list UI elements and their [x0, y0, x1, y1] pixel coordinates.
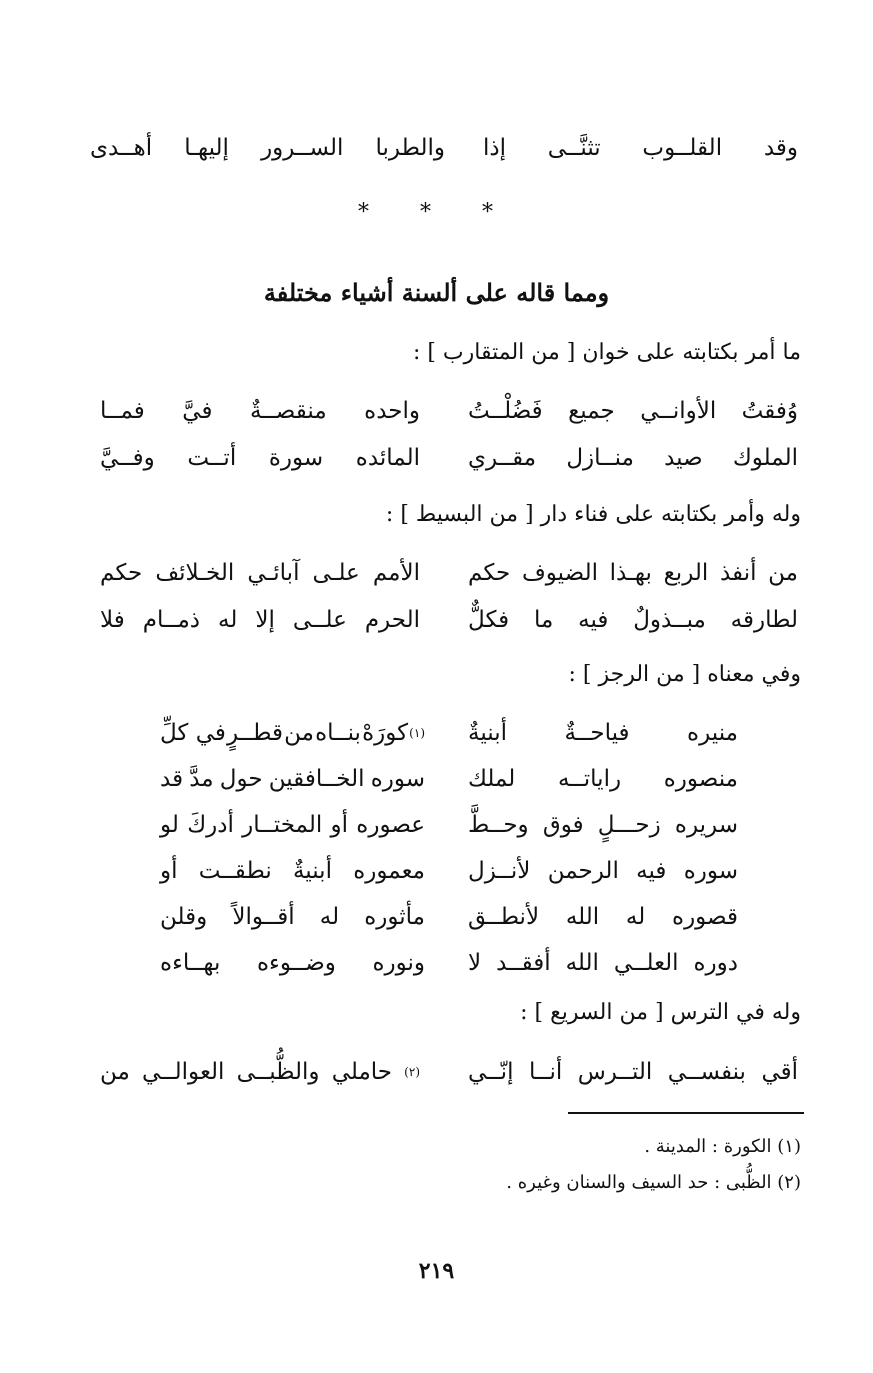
verse-row	[90, 600, 798, 640]
word: تثنَّــى	[547, 135, 601, 161]
word: جميع	[568, 398, 615, 424]
word: الأمم	[372, 560, 420, 586]
poem-intro: وله في الترس [ من السريع ] :	[520, 1000, 801, 1025]
word: الملوك	[732, 445, 798, 471]
word: وحــطَّ	[468, 812, 529, 838]
section-title: ومما قاله على ألسنة أشياء مختلفة	[263, 278, 610, 307]
word: أقي	[761, 1059, 798, 1085]
verse-first-hemistich	[468, 391, 798, 431]
word: والظُّبــى	[236, 1059, 320, 1085]
word: من	[768, 560, 798, 586]
word: فَضُلْــتُ	[468, 398, 543, 424]
word: الخــافقين	[268, 766, 365, 792]
word: لملك	[468, 766, 516, 792]
verse-first-hemistich	[468, 553, 798, 593]
word: حاملي	[331, 1059, 393, 1085]
word: إذا	[483, 135, 507, 161]
word: الأوانــي	[640, 398, 717, 424]
word: منصوره	[663, 766, 738, 792]
word: قصوره	[672, 904, 738, 930]
word: حكم	[100, 560, 143, 586]
word: من	[100, 1059, 130, 1085]
word: معموره	[353, 858, 425, 884]
verse-row	[90, 553, 798, 593]
verse-row	[90, 391, 798, 431]
word: بنفســي	[667, 1059, 746, 1085]
word: أبنيةٌ	[292, 858, 332, 884]
word: حكم	[468, 560, 511, 586]
verse-row	[90, 438, 798, 478]
word: وقلن	[160, 904, 208, 930]
word: فيه	[578, 607, 609, 633]
verse-row	[90, 943, 798, 983]
verse-second-hemistich	[160, 851, 425, 891]
word: لأنطــق	[468, 904, 540, 930]
word: الربع	[663, 560, 709, 586]
word: القلــوب	[642, 135, 723, 161]
word: أنــا	[528, 1059, 563, 1085]
word: منــازل	[566, 445, 634, 471]
word: العلــي	[613, 950, 679, 976]
verse-row	[90, 713, 798, 753]
verse-second-hemistich	[100, 600, 420, 640]
word: ذمــام	[142, 607, 201, 633]
word: أنفذ	[719, 560, 757, 586]
word: له	[625, 904, 646, 930]
word: وضــوءه	[256, 950, 336, 976]
verse-second-hemistich	[100, 391, 420, 431]
word: فوق	[542, 812, 584, 838]
verse-first-hemistich	[468, 943, 738, 983]
verse-row	[90, 128, 798, 168]
verse-second-hemistich	[160, 897, 425, 937]
word: منقصــةٌ	[249, 398, 327, 424]
footnote-marker: (٢)	[404, 1065, 420, 1079]
word: ما	[533, 607, 554, 633]
word: أدركَ	[187, 812, 234, 838]
word: أبنيةٌ	[468, 720, 508, 746]
word: بهــاءه	[160, 950, 221, 976]
word: أقــوالاً	[232, 904, 295, 930]
word: ونوره	[372, 950, 425, 976]
verse-first-hemistich	[483, 128, 798, 168]
word: إلا	[255, 607, 275, 633]
word: لو	[160, 812, 179, 838]
word: فمــا	[100, 398, 145, 424]
word: آبائـي	[247, 560, 300, 586]
word: لطارقه	[730, 607, 798, 633]
word: له	[218, 607, 238, 633]
word: واحده	[364, 398, 420, 424]
word: حول	[219, 766, 263, 792]
word: الســرور	[261, 135, 344, 161]
word: فيَّ	[182, 398, 213, 424]
word: أتــت	[187, 445, 237, 471]
word: كورَهْ	[362, 720, 409, 746]
word: فياحــةٌ	[564, 720, 630, 746]
verse-row	[90, 1052, 798, 1092]
word: وقد	[763, 135, 798, 161]
word: لا	[468, 950, 482, 976]
verse-row	[90, 805, 798, 845]
word: سورة	[268, 445, 324, 471]
word: الخـلائف	[155, 560, 235, 586]
word: سوره	[370, 766, 425, 792]
poem-intro: وله وأمر بكتابته على فناء دار [ من البسيط ] :	[385, 502, 801, 527]
word: بنــاه	[315, 720, 361, 746]
word: دوره	[693, 950, 738, 976]
word: الله	[565, 950, 599, 976]
verse-first-hemistich	[468, 851, 738, 891]
word: الرحمن	[547, 858, 619, 884]
poem-intro: وفي معناه [ من الرجز ] :	[568, 662, 801, 687]
footnote-marker: (١)	[409, 726, 425, 740]
verse-second-hemistich	[100, 1052, 420, 1092]
verse-second-hemistich	[160, 713, 425, 753]
word: والطربا	[375, 135, 445, 161]
verse-second-hemistich	[100, 438, 420, 478]
word: مدَّ	[189, 766, 214, 792]
word: من	[284, 720, 314, 746]
poem-intro: ما أمر بكتابته على خوان [ من المتقارب ] :	[412, 340, 801, 365]
word: المختــار	[242, 812, 323, 838]
footnote: (٢) الظُّبى : حد السيف والسنان وغيره .	[506, 1172, 801, 1193]
footnote: (١) الكورة : المدينة .	[644, 1136, 801, 1157]
word: مقــري	[468, 445, 537, 471]
word: مبــذولٌ	[633, 607, 706, 633]
word: قطــرٍ	[226, 720, 284, 746]
verse-first-hemistich	[468, 1052, 798, 1092]
word: وُفقتُ	[741, 398, 798, 424]
word: المائده	[355, 445, 420, 471]
verse-second-hemistich	[100, 553, 420, 593]
word: راياتــه	[557, 766, 622, 792]
section-separator: * * *	[358, 200, 515, 225]
verse-first-hemistich	[468, 759, 738, 799]
word: وفــيَّ	[100, 445, 155, 471]
word: مأثوره	[364, 904, 425, 930]
word: نطقــت	[198, 858, 272, 884]
word: قد	[160, 766, 184, 792]
word: الضيوف	[521, 560, 598, 586]
verse-second-hemistich	[160, 943, 425, 983]
verse-row	[90, 759, 798, 799]
word: أفقــد	[496, 950, 551, 976]
word: علـى	[312, 560, 360, 586]
word: زحـــلٍ	[597, 812, 661, 838]
word: فيه	[636, 858, 667, 884]
verse-first-hemistich	[468, 897, 738, 937]
verse-row	[90, 851, 798, 891]
word: سوره	[683, 858, 738, 884]
word: عصوره	[356, 812, 425, 838]
verse-first-hemistich	[468, 805, 738, 845]
word: لأنــزل	[468, 858, 531, 884]
word: فلا	[100, 607, 125, 633]
verse-second-hemistich	[160, 805, 425, 845]
verse-first-hemistich	[468, 438, 798, 478]
footnote-divider	[568, 1112, 804, 1114]
verse-first-hemistich	[468, 600, 798, 640]
word: له	[319, 904, 340, 930]
verse-first-hemistich	[468, 713, 738, 753]
word: العوالــي	[142, 1059, 225, 1085]
word: صيد	[664, 445, 703, 471]
word: أو	[160, 858, 178, 884]
word: إنّــي	[468, 1059, 514, 1085]
word: في كلِّ	[160, 720, 226, 746]
verse-row	[90, 897, 798, 937]
page-number: ٢١٩	[418, 1258, 455, 1284]
word: أو	[330, 812, 349, 838]
verse-second-hemistich	[160, 759, 425, 799]
word: منيره	[687, 720, 738, 746]
word: فكلٌّ	[468, 607, 510, 633]
word: بهـذا	[609, 560, 652, 586]
word: علــى	[292, 607, 347, 633]
word: إليهـا	[184, 135, 229, 161]
word: سريره	[674, 812, 738, 838]
word: الله	[565, 904, 600, 930]
word: الحرم	[364, 607, 420, 633]
verse-second-hemistich	[90, 128, 445, 168]
word: التــرس	[577, 1059, 653, 1085]
word: أهــدى	[90, 135, 153, 161]
